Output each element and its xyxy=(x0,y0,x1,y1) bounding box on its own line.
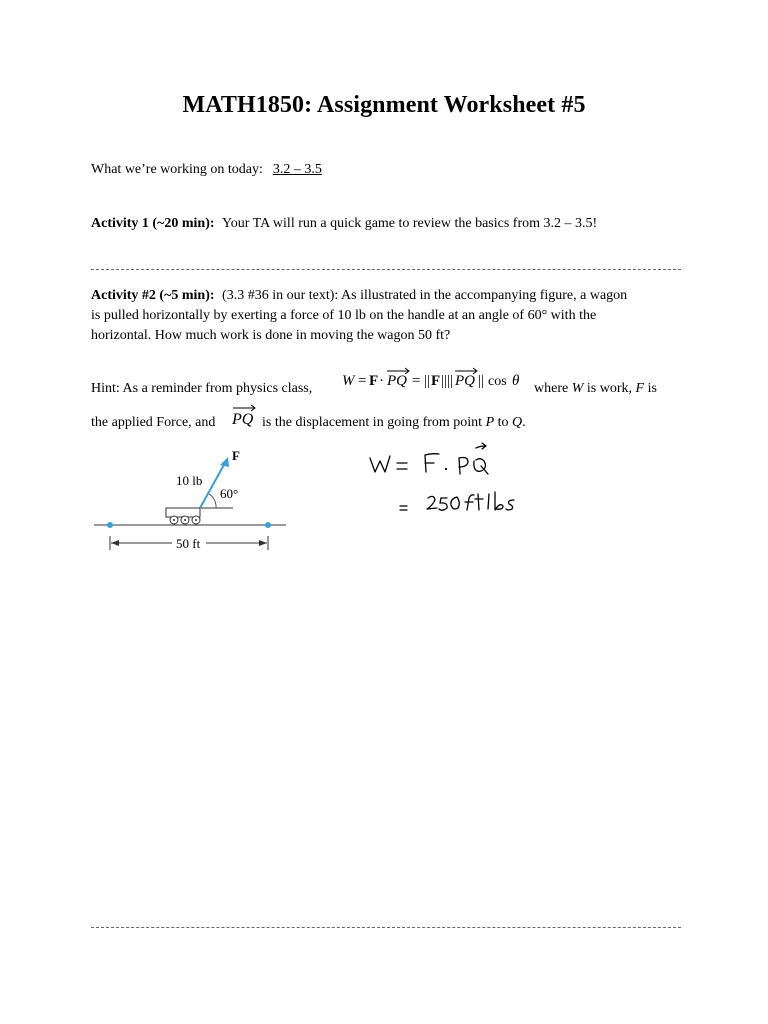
svg-text:=: = xyxy=(412,373,421,389)
activity2-line2: is pulled horizontally by exerting a force of 10 lb on the handle at an angle of 60° with the xyxy=(91,308,597,323)
distance-label: 50 ft xyxy=(176,536,201,551)
activity1-text: Your TA will run a quick game to review the basics from 3.2 – 3.5! xyxy=(222,216,598,231)
hint-suffix-a: where xyxy=(534,381,572,396)
svg-text:PQ: PQ xyxy=(387,373,407,389)
pq-vector xyxy=(230,403,258,434)
hint-var-f: F xyxy=(635,381,645,396)
wagon-wheel-right-hub xyxy=(195,519,197,521)
hint-var-p: P xyxy=(485,415,495,430)
divider-bottom xyxy=(91,927,681,928)
point-p xyxy=(107,522,113,528)
handwritten-answer-strokes xyxy=(362,436,552,526)
wagon-wheel-mid-hub xyxy=(184,519,186,521)
wagon-diagram xyxy=(88,444,298,556)
hint-line2-text: is the displacement in going from point xyxy=(262,415,486,430)
svg-text:·: · xyxy=(379,373,384,389)
hint-prefix: Hint: As a reminder from physics class, xyxy=(91,381,313,396)
activity1-label: Activity 1 (~20 min): xyxy=(91,216,215,231)
handwritten-answer xyxy=(362,436,552,531)
activity1 xyxy=(91,214,597,234)
dim-arrow-left xyxy=(111,540,119,546)
intro-prefix: What we’re working on today: xyxy=(91,162,263,177)
svg-text:W: W xyxy=(342,373,355,389)
svg-text:=: = xyxy=(358,373,367,389)
hint-line2-a: the applied Force, and xyxy=(91,415,216,430)
hint-line2-to: to xyxy=(494,415,513,430)
wagon-wheel-left-hub xyxy=(173,519,175,521)
work-formula xyxy=(342,366,528,394)
hint-suffix xyxy=(534,379,657,399)
pq-label: PQ xyxy=(232,411,254,428)
activity2-line1 xyxy=(91,286,627,306)
svg-text:||||: |||| xyxy=(441,373,454,389)
hint-suffix-c: is xyxy=(644,381,657,396)
intro-line xyxy=(91,160,322,180)
point-q xyxy=(265,522,271,528)
hint-var-q: Q xyxy=(512,415,523,430)
svg-text:cos: cos xyxy=(488,374,507,389)
force-arrow-head xyxy=(220,457,229,467)
divider-top xyxy=(91,269,681,270)
pq-vector-graphic xyxy=(230,403,258,429)
activity2-label: Activity #2 (~5 min): xyxy=(91,288,215,303)
hint-suffix-b: is work, xyxy=(583,381,636,396)
page-title: MATH1850: Assignment Worksheet #5 xyxy=(182,92,586,118)
svg-text:||: || xyxy=(424,373,431,389)
svg-text:F: F xyxy=(369,373,379,389)
angle-label: 60° xyxy=(220,486,239,501)
svg-text:||: || xyxy=(478,373,485,389)
hint-line2-b xyxy=(262,413,526,433)
force-label: F xyxy=(232,448,240,463)
force-value: 10 lb xyxy=(176,473,203,488)
activity2-text-line1: (3.3 #36 in our text): As illustrated in the accompanying figure, a wagon xyxy=(222,288,628,303)
svg-text:F: F xyxy=(431,373,441,389)
activity2-line3: horizontal. How much work is done in moving the wagon 50 ft? xyxy=(91,328,451,343)
angle-arc xyxy=(209,494,216,508)
svg-text:θ: θ xyxy=(512,373,520,389)
intro-sections: 3.2 – 3.5 xyxy=(272,162,322,177)
svg-text:PQ: PQ xyxy=(455,373,475,389)
wagon-figure xyxy=(88,444,298,561)
work-formula-graphic xyxy=(342,366,528,394)
hint-var-w: W xyxy=(571,381,584,396)
dim-arrow-right xyxy=(259,540,267,546)
hint-line2-period: . xyxy=(522,415,526,430)
